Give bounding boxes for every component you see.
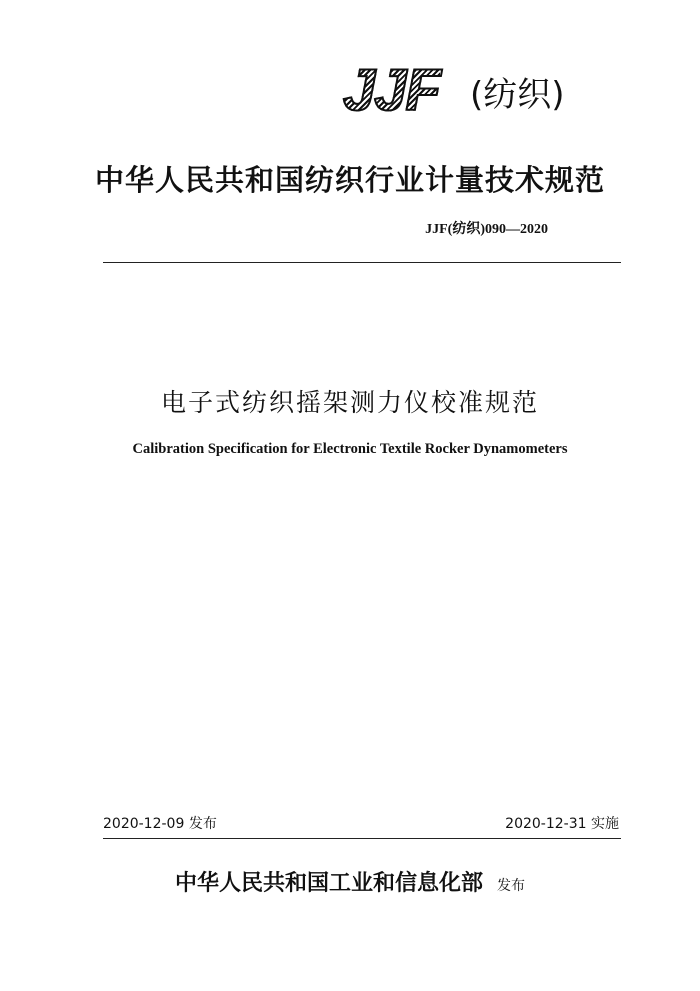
document-title-cn: 电子式纺织摇架测力仪校准规范 [160, 388, 539, 417]
publisher-name: 中华人民共和国工业和信息化部 [174, 871, 483, 896]
logo-letters: JJF [343, 58, 440, 123]
effective-date-value: 2020-12-31 [505, 816, 587, 832]
top-divider [103, 262, 621, 263]
jjf-logo [343, 58, 603, 123]
effective-date-label: 实施 [591, 816, 619, 832]
effective-date [505, 813, 619, 833]
publisher [0, 866, 700, 897]
bottom-divider [103, 838, 621, 839]
publisher-action: 发布 [497, 878, 525, 894]
issue-date [103, 813, 217, 833]
issue-date-value: 2020-12-09 [103, 816, 185, 832]
document-title-en: Calibration Specification for Electronic Textile Rocker Dynamometers [132, 441, 568, 457]
standard-code: JJF(纺织)090—2020 [425, 222, 548, 237]
issue-date-label: 发布 [188, 816, 217, 832]
logo-subtitle: (纺织) [470, 75, 565, 115]
standard-category-title: 中华人民共和国纺织行业计量技术规范 [94, 163, 605, 197]
